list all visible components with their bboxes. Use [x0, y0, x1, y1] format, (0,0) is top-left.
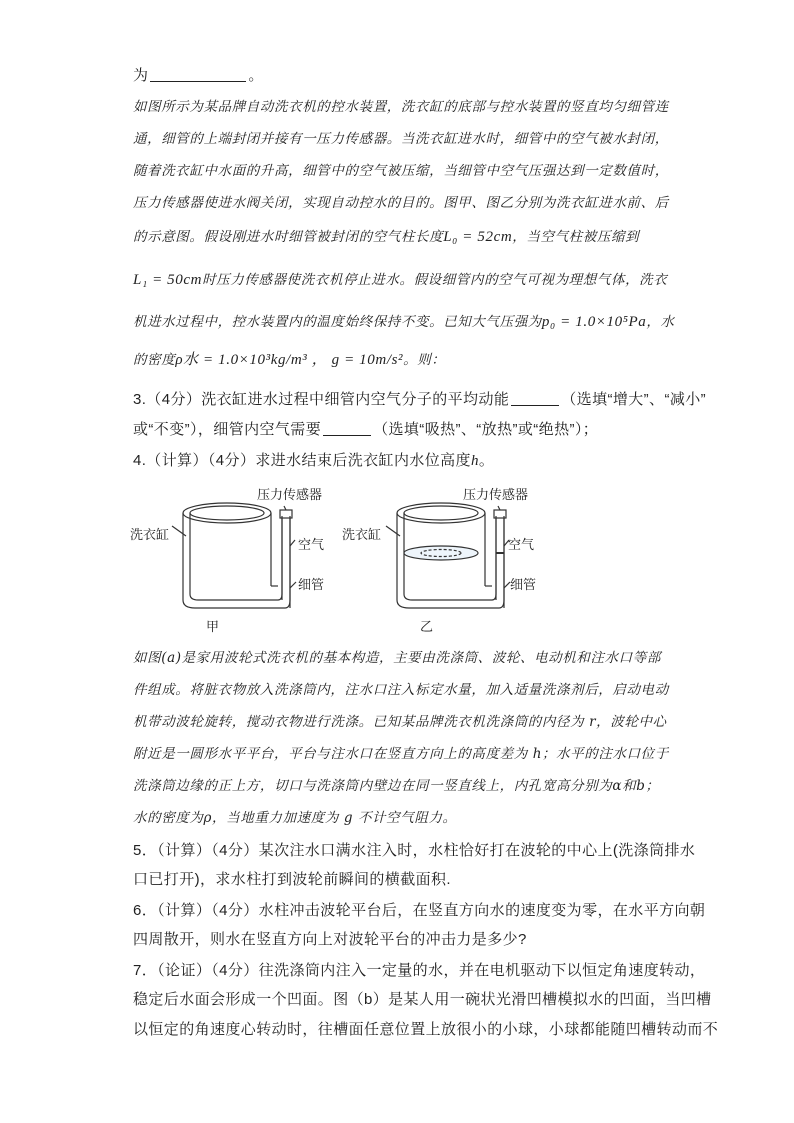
paragraph-1-line-5: 的示意图。假设刚进水时细管被封闭的空气柱长度L₀ = 52cm，当空气柱被压缩到	[133, 229, 640, 245]
question-3-line-2: 或“不变”），细管内空气需要 （选填“吸热”、“放热”或“绝热”）；	[133, 421, 599, 438]
question-7-line-2: 稳定后水面会形成一个凹面。图（b）是某人用一碗状光滑凹槽模拟水的凹面，当凹槽	[133, 991, 712, 1008]
label-pressure-sensor-left: 压力传感器	[257, 487, 323, 502]
answer-blank-q3-1[interactable]	[511, 391, 559, 406]
question-6-line-2: 四周散开，则水在竖直方向上对波轮平台的冲击力是多少?	[133, 931, 527, 948]
label-tube-left: 细管	[298, 577, 325, 592]
paragraph-1-line-8: 的密度ρ水 = 1.0×10³kg/m³ ， g = 10m/s²。则：	[133, 352, 446, 368]
washing-machine-figure	[120, 478, 560, 638]
paragraph-2-line-2: 件组成。将脏衣物放入洗涤筒内，注水口注入标定水量，加入适量洗涤剂后，启动电动	[133, 682, 669, 698]
math-L0: L₀ = 52cm	[443, 229, 513, 245]
question-6-line-1: 6．（计算）（4分）水柱冲击波轮平台后，在竖直方向水的速度变为零，在水平方向朝	[133, 902, 706, 919]
paragraph-1-line-2: 通，细管的上端封闭并接有一压力传感器。当洗衣缸进水时，细管中的空气被水封闭，	[133, 131, 669, 147]
math-rho-g: ρ水 = 1.0×10³kg/m³ ， g = 10m/s²	[175, 352, 404, 368]
question-4: 4.（计算）（4分）求进水结束后洗衣缸内水位高度h。	[133, 452, 495, 469]
question-5-line-1: 5．（计算）（4分）某次注水口满水注入时，水柱恰好打在波轮的中心上(洗涤筒排水	[133, 842, 696, 859]
paragraph-1-line-6: L₁ = 50cm时压力传感器使洗衣机停止进水。假设细管内的空气可视为理想气体，洗衣	[133, 272, 668, 288]
label-pressure-sensor-right: 压力传感器	[463, 487, 529, 502]
paragraph-1-line-3: 随着洗衣缸中水面的升高，细管中的空气被压缩，当细管中空气压强达到一定数值时，	[133, 163, 669, 179]
question-7-line-3: 以恒定的角速度心转动时，往槽面任意位置上放很小的小球，小球都能随凹槽转动而不	[133, 1021, 719, 1038]
question-5-line-2: 口已打开)，求水柱打到波轮前瞬间的横截面积.	[133, 871, 451, 888]
paragraph-1-line-7: 机进水过程中，控水装置内的温度始终保持不变。已知大气压强为p₀ = 1.0×10⁵Pa，水	[133, 314, 675, 330]
question-3-line-1: 3.（4分）洗衣缸进水过程中细管内空气分子的平均动能 （选填“增大”、“减小”	[133, 391, 707, 408]
label-tube-right: 细管	[510, 577, 537, 592]
label-tub-right: 洗衣缸	[342, 527, 382, 542]
paragraph-1-line-4: 压力传感器使进水阀关闭，实现自动控水的目的。图甲、图乙分别为洗衣缸进水前、后	[133, 195, 669, 211]
answer-line-end: 为 。	[133, 67, 264, 84]
math-L1: L₁ = 50cm	[133, 272, 203, 288]
paragraph-2-line-3: 机带动波轮旋转，搅动衣物进行洗涤。已知某品牌洗衣机洗涤筒的内径为 r，波轮中心	[133, 714, 667, 730]
label-tub-left: 洗衣缸	[130, 527, 170, 542]
answer-blank[interactable]	[150, 67, 246, 82]
paragraph-2-line-4: 附近是一圆形水平平台，平台与注水口在竖直方向上的高度差为 h；水平的注水口位于	[133, 746, 669, 762]
paragraph-2-line-5: 洗涤筒边缘的正上方，切口与洗涤筒内壁边在同一竖直线上，内孔宽高分别为α和b；	[133, 778, 660, 794]
caption-jia: 甲	[206, 619, 220, 634]
answer-blank-q3-2[interactable]	[323, 421, 371, 436]
paragraph-2-line-6: 水的密度为ρ，当地重力加速度为 g 不计空气阻力。	[133, 810, 457, 826]
paragraph-1-line-1: 如图所示为某品牌自动洗衣机的控水装置，洗衣缸的底部与控水装置的竖直均匀细管连	[133, 99, 669, 115]
math-p0: p₀ = 1.0×10⁵Pa	[541, 314, 647, 330]
caption-yi: 乙	[420, 619, 434, 634]
label-air-left: 空气	[298, 537, 325, 552]
label-air-right: 空气	[508, 537, 535, 552]
question-7-line-1: 7．（论证）（4分）往洗涤筒内注入一定量的水，并在电机驱动下以恒定角速度转动，	[133, 962, 706, 979]
paragraph-2-line-1: 如图(a)是家用波轮式洗衣机的基本构造，主要由洗涤筒、波轮、电动机和注水口等部	[133, 650, 661, 666]
